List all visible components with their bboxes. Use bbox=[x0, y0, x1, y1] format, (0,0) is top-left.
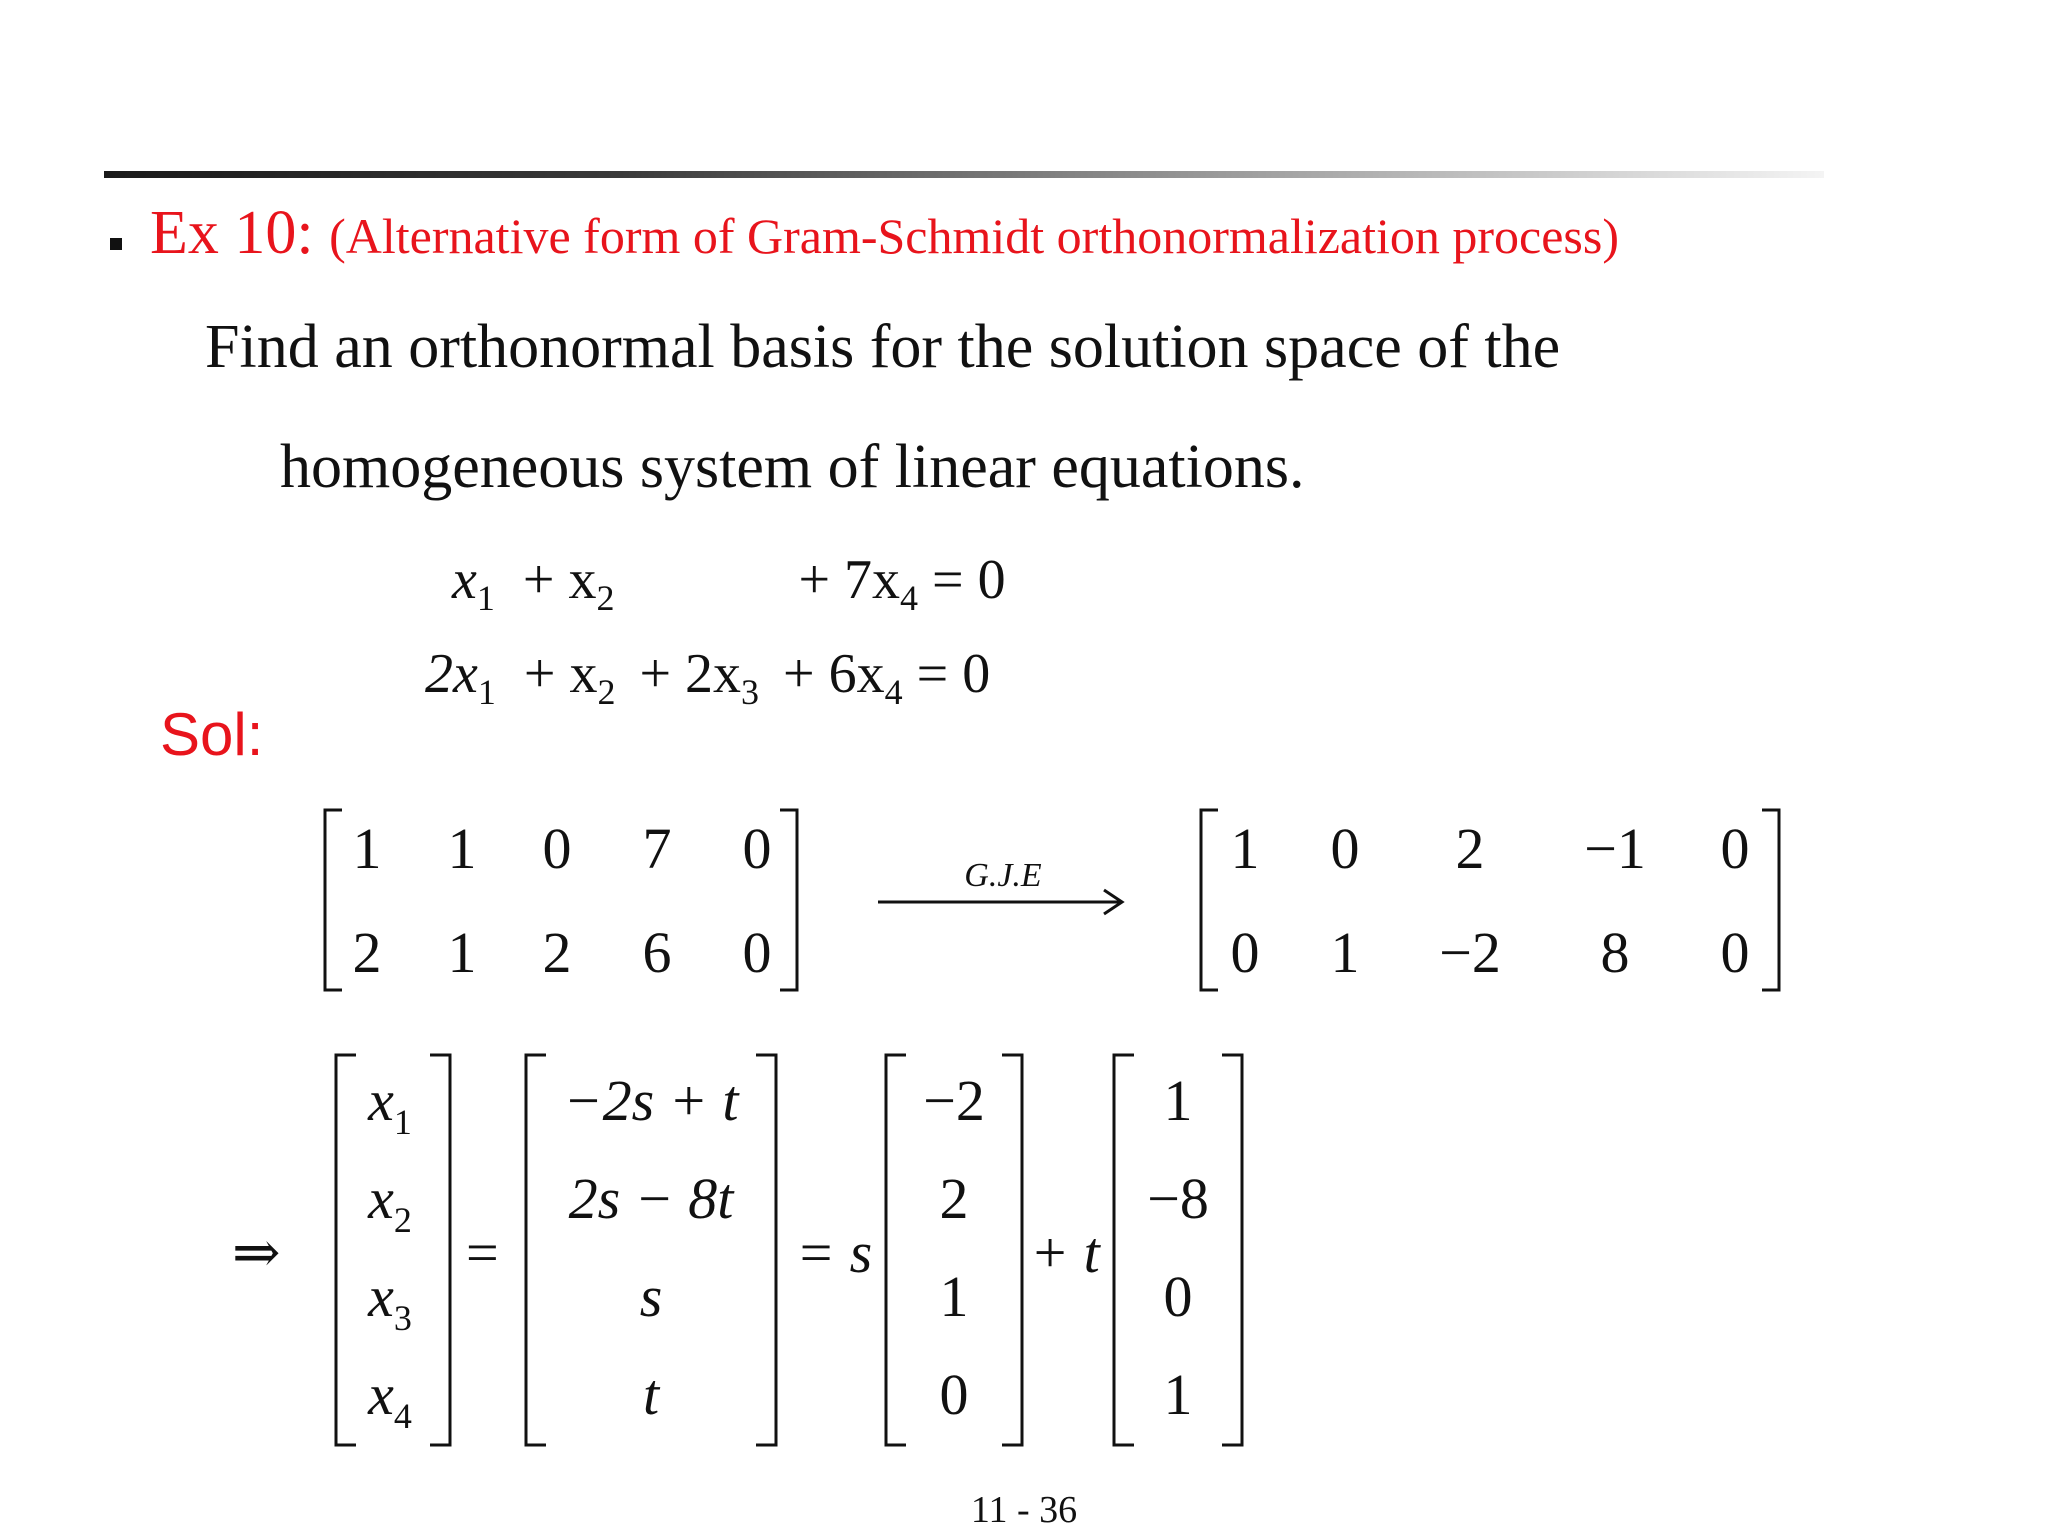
tvec-row2: −8 bbox=[1147, 1166, 1209, 1231]
svec-left-bracket bbox=[886, 1055, 906, 1445]
xvec-x2: $x_2$ bbox=[368, 1166, 412, 1240]
aug-r2c3: 2 bbox=[542, 920, 572, 985]
aug-right-bracket bbox=[780, 810, 797, 990]
rref-r2c5: 0 bbox=[1720, 920, 1750, 985]
param-row3: s bbox=[639, 1264, 663, 1329]
problem-line-2: homogeneous system of linear equations. bbox=[280, 433, 1305, 501]
rref-r1c4: −1 bbox=[1584, 816, 1646, 881]
eq1-term2: + x bbox=[522, 549, 597, 611]
param-row2: 2s − 8t bbox=[568, 1166, 734, 1231]
tvec-left-bracket bbox=[1114, 1055, 1134, 1445]
page-number: 11 - 36 bbox=[970, 1489, 1078, 1531]
eq2-rhs: = 0 bbox=[916, 643, 991, 705]
eq1-term4: + 7x bbox=[798, 549, 901, 611]
rref-r1c2: 0 bbox=[1330, 816, 1360, 881]
plus-t: + t bbox=[1030, 1220, 1100, 1285]
rref-right-bracket bbox=[1762, 810, 1779, 990]
xvec-right-bracket bbox=[430, 1055, 450, 1445]
svec-row2: 2 bbox=[939, 1166, 969, 1231]
aug-r2c1: 2 bbox=[352, 920, 382, 985]
rref-r1c5: 0 bbox=[1720, 816, 1750, 881]
problem-line-1: Find an orthonormal basis for the solution space of the bbox=[205, 313, 1561, 381]
solution-label: Sol: bbox=[160, 701, 264, 768]
tvec-row4: 1 bbox=[1163, 1362, 1193, 1427]
equation-1: $x_1 + x_2 + 7x_4 = 0$ bbox=[452, 549, 1006, 619]
example-number: Ex 10: bbox=[150, 199, 314, 267]
tvec-right-bracket bbox=[1222, 1055, 1242, 1445]
xvec-x1: $x_1$ bbox=[368, 1068, 412, 1142]
implies-arrow-icon: ⇒ bbox=[232, 1220, 281, 1285]
eq2-term3: + 2x bbox=[639, 643, 742, 705]
eq2-term2: + x bbox=[523, 643, 598, 705]
xvec-x4: $x_4$ bbox=[368, 1362, 412, 1436]
param-right-bracket bbox=[756, 1055, 776, 1445]
gje-label: G.J.E bbox=[964, 857, 1042, 894]
aug-r2c5: 0 bbox=[742, 920, 772, 985]
eq2-term4: + 6x bbox=[783, 643, 885, 705]
rref-r2c4: 8 bbox=[1600, 920, 1630, 985]
rref-r2c2: 1 bbox=[1330, 920, 1360, 985]
aug-left-bracket bbox=[325, 810, 342, 990]
tvec-row3: 0 bbox=[1163, 1264, 1193, 1329]
equals-s: = s bbox=[796, 1220, 873, 1285]
rref-r1c3: 2 bbox=[1455, 816, 1485, 881]
xvec-x3: $x_3$ bbox=[368, 1264, 412, 1338]
svec-row1: −2 bbox=[923, 1068, 985, 1133]
svec-row3: 1 bbox=[939, 1264, 969, 1329]
rref-left-bracket bbox=[1201, 810, 1218, 990]
eq2-term1: 2x bbox=[425, 643, 478, 705]
xvec-left-bracket bbox=[336, 1055, 356, 1445]
param-row4: t bbox=[642, 1362, 660, 1427]
param-left-bracket bbox=[526, 1055, 546, 1445]
svec-right-bracket bbox=[1002, 1055, 1022, 1445]
tvec-row1: 1 bbox=[1163, 1068, 1193, 1133]
aug-r1c3: 0 bbox=[542, 816, 572, 881]
eq1-rhs: = 0 bbox=[932, 549, 1006, 611]
rref-r2c3: −2 bbox=[1439, 920, 1501, 985]
aug-r2c4: 6 bbox=[642, 920, 672, 985]
aug-r1c5: 0 bbox=[742, 816, 772, 881]
rref-r1c1: 1 bbox=[1230, 816, 1260, 881]
aug-r1c4: 7 bbox=[642, 816, 672, 881]
param-row1: −2s + t bbox=[563, 1068, 739, 1133]
rref-r2c1: 0 bbox=[1230, 920, 1260, 985]
aug-r1c2: 1 bbox=[447, 816, 477, 881]
svec-row4: 0 bbox=[939, 1362, 969, 1427]
example-subtitle: (Alternative form of Gram-Schmidt orthonormalization process) bbox=[329, 208, 1620, 264]
equals-sign: = bbox=[466, 1220, 499, 1285]
aug-r2c2: 1 bbox=[447, 920, 477, 985]
equation-2: $2x_1 + x_2 + 2x_3 + 6x_4 = 0$ bbox=[425, 643, 991, 713]
eq1-x1: x bbox=[452, 549, 477, 611]
aug-r1c1: 1 bbox=[352, 816, 382, 881]
